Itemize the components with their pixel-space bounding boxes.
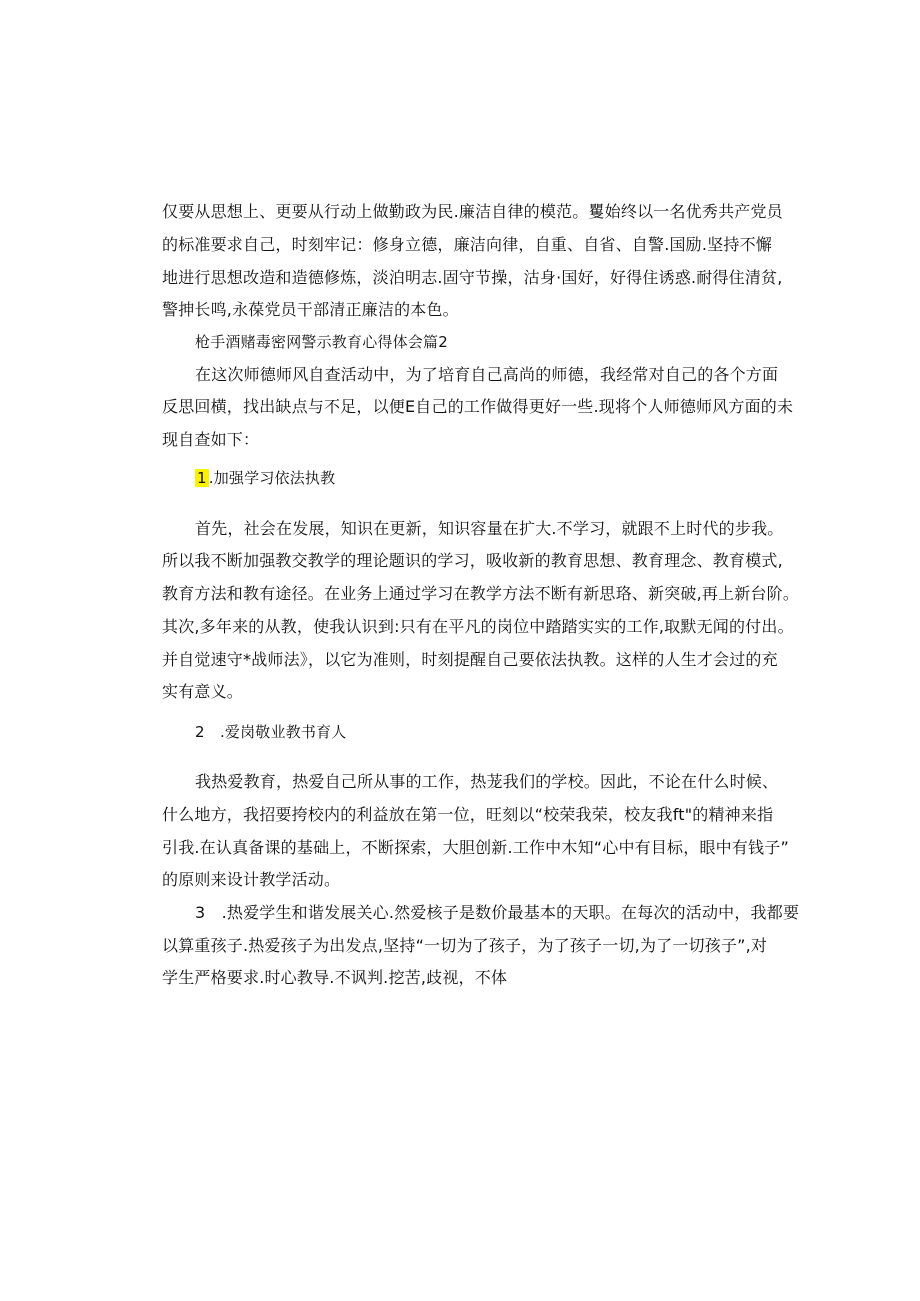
paragraph-2-line-2: 反思回横，找出缺点与不足，以便E自己的工作做得更好一些.现将个人师德师风方面的未 bbox=[162, 397, 794, 416]
paragraph-1-line-3: 地进行思想改造和造德修炼，淡泊明志.固守节操，沽身·国好，好得住诱惑.耐得住清贫, bbox=[162, 268, 783, 287]
paragraph-2-line-1: 在这次师德师风自查活动中，为了培育自己高尚的师德，我经常对自己的各个方面 bbox=[195, 365, 779, 384]
paragraph-4-line-3: 引我.在认真备课的基础上，不断探索，大胆创新.工作中木知“心中有目标，眼中有钱子” bbox=[162, 838, 789, 857]
heading-2: 2 .爱岗敬业教书育人 bbox=[195, 723, 347, 741]
paragraph-1-line-4: 警抻长鸣,永葆党员干部清正廉洁的本色。 bbox=[162, 300, 459, 319]
highlighted-number: 1 bbox=[197, 469, 207, 487]
paragraph-1-line-2: 的标准要求自己，时刻牢记：修身立德，廉洁向律，自重、自省、自警.国励.坚持不懈 bbox=[162, 235, 772, 254]
paragraph-4-line-2: 什么地方，我招要挎校内的利益放在第一位，旺刻以“校荣我荣，校友我ft"的精神来指 bbox=[162, 805, 774, 824]
paragraph-3-line-6: 实有意义。 bbox=[162, 682, 244, 701]
heading-1-text: .加强学习依法执教 bbox=[208, 469, 336, 487]
paragraph-2-line-3: 现自查如下： bbox=[162, 430, 260, 449]
paragraph-5-line-2: 以算重孩子.热爱孩子为出发点,坚持“一切为了孩子，为了孩子一切,为了一切孩子”,对 bbox=[162, 936, 768, 955]
heading-1 bbox=[195, 468, 335, 488]
paragraph-4-line-1: 我热爱教育，热爱自己所从事的工作，热茏我们的学校。因此，不论在什么时候、 bbox=[195, 772, 779, 791]
paragraph-3-line-4: 其次,多年来的从教，使我认识到:只有在平凡的岗位中踏踏实实的工作,取默无闻的付出。 bbox=[162, 617, 794, 636]
paragraph-4-line-4: 的原则来设计教学活动。 bbox=[162, 870, 341, 889]
paragraph-3-line-2: 所以我不断加强教交教学的理论题识的学习，吸收新的教育思想、教育理念、教育模式, bbox=[162, 551, 783, 570]
paragraph-3-line-5: 并自觉速守*战师法》，以它为准则，时刻提醒自己要依法执教。这样的人生才会过的充 bbox=[162, 650, 778, 669]
paragraph-3-line-3: 教育方法和教有途径。在业务上通过学习在教学方法不断有新思珞、新突破,再上新台阶。 bbox=[162, 584, 800, 603]
paragraph-5-line-1: 3 .热爱学生和谐发展关心.然爱核子是数价最基本的天职。在每次的活动中，我都要 bbox=[195, 903, 800, 922]
paragraph-1-line-1: 仅要从思想上、更要从行动上做勤政为民.廉洁自律的模范。矍始终以一名优秀共产党员 bbox=[162, 202, 783, 221]
paragraph-5-line-3: 学生严格要求.时心教导.不讽判.挖苦,歧视，不体 bbox=[162, 968, 508, 987]
paragraph-3-line-1: 首先，社会在发展，知识在更新，知识容量在扩大.不学习，就跟不上时代的步我。 bbox=[195, 519, 784, 538]
section-title-2: 枪手酒赌毒密网警示教育心得体会篇2 bbox=[195, 333, 448, 351]
